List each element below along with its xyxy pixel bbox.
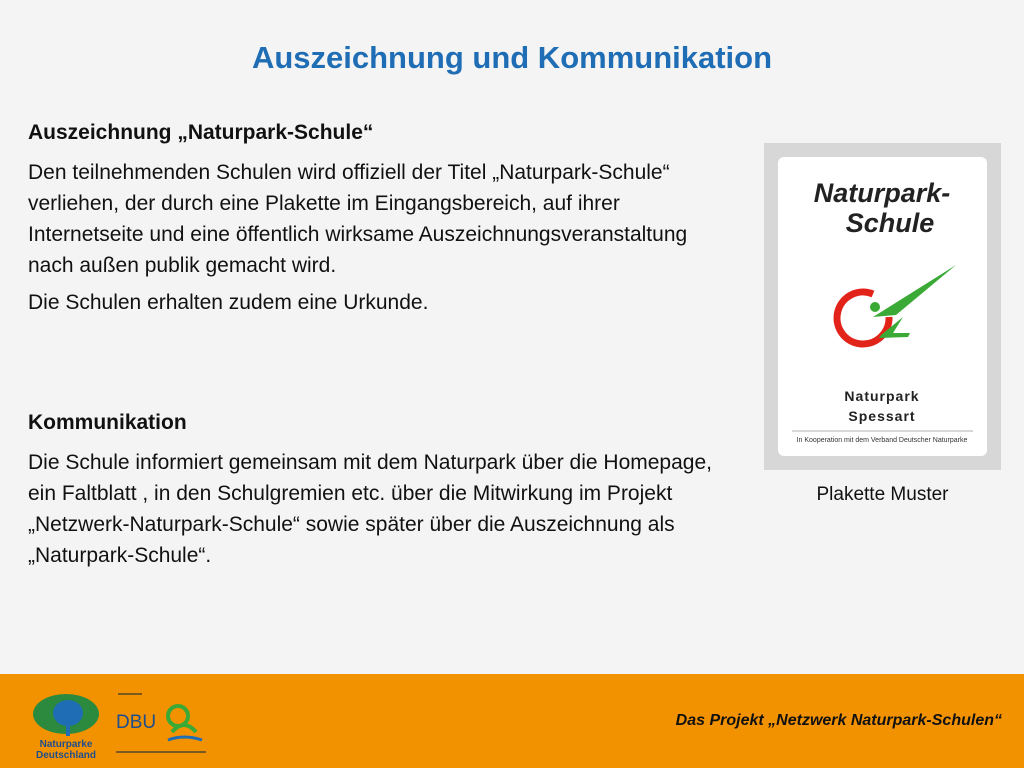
- np-logo-line1: Naturparke: [39, 739, 93, 750]
- plaque-park-line2: Spessart: [848, 408, 916, 424]
- plaque-cooperation: In Kooperation mit dem Verband Deutscher Naturparke: [796, 437, 968, 444]
- award-section: [28, 120, 728, 324]
- plaque-logo-line2: Schule: [845, 208, 935, 238]
- communication-section: [28, 410, 728, 577]
- dbu-logo: [112, 688, 212, 763]
- plaque-caption: Plakette Muster: [816, 484, 949, 505]
- plaque-logo-line1: Naturpark-: [813, 178, 951, 208]
- plaque-image: [764, 143, 1001, 470]
- footer-bar: [0, 674, 1024, 768]
- footer-project-text: Das Projekt „Netzwerk Naturpark-Schulen“: [675, 712, 1002, 729]
- naturparke-deutschland-logo: [30, 692, 102, 762]
- plaque-graphic: [778, 157, 987, 456]
- slide-title: Auszeichnung und Kommunikation: [251, 40, 773, 75]
- plaque-card: [778, 157, 987, 456]
- communication-paragraph: Die Schule informiert gemeinsam mit dem Naturpark über die Homepage, ein Faltblatt , in den Schulgremien etc. über die Mitwirkung im Projekt „Netzwerk-Naturpark-Schule“ sowie später über die Auszeichnung als „Naturpark-Schule“.: [28, 451, 712, 568]
- plaque-park-line1: Naturpark: [844, 388, 920, 404]
- communication-heading: Kommunikation: [28, 411, 187, 434]
- naturpark-emblem-icon: [837, 265, 956, 344]
- award-heading: Auszeichnung „Naturpark-Schule“: [28, 121, 374, 144]
- dbu-logo-text: DBU: [116, 712, 157, 733]
- award-paragraph-1: Den teilnehmenden Schulen wird offiziell der Titel „Naturpark-Schule“ verliehen, der durch eine Plakette im Eingangsbereich, auf ihrer Internetseite und eine öffentlich wirksame Auszeichnungsveranstaltung nach außen publik gemacht wird.: [28, 161, 688, 278]
- award-paragraph-2: Die Schulen erhalten zudem eine Urkunde.: [28, 291, 429, 315]
- np-logo-line2: Deutschland: [35, 750, 97, 761]
